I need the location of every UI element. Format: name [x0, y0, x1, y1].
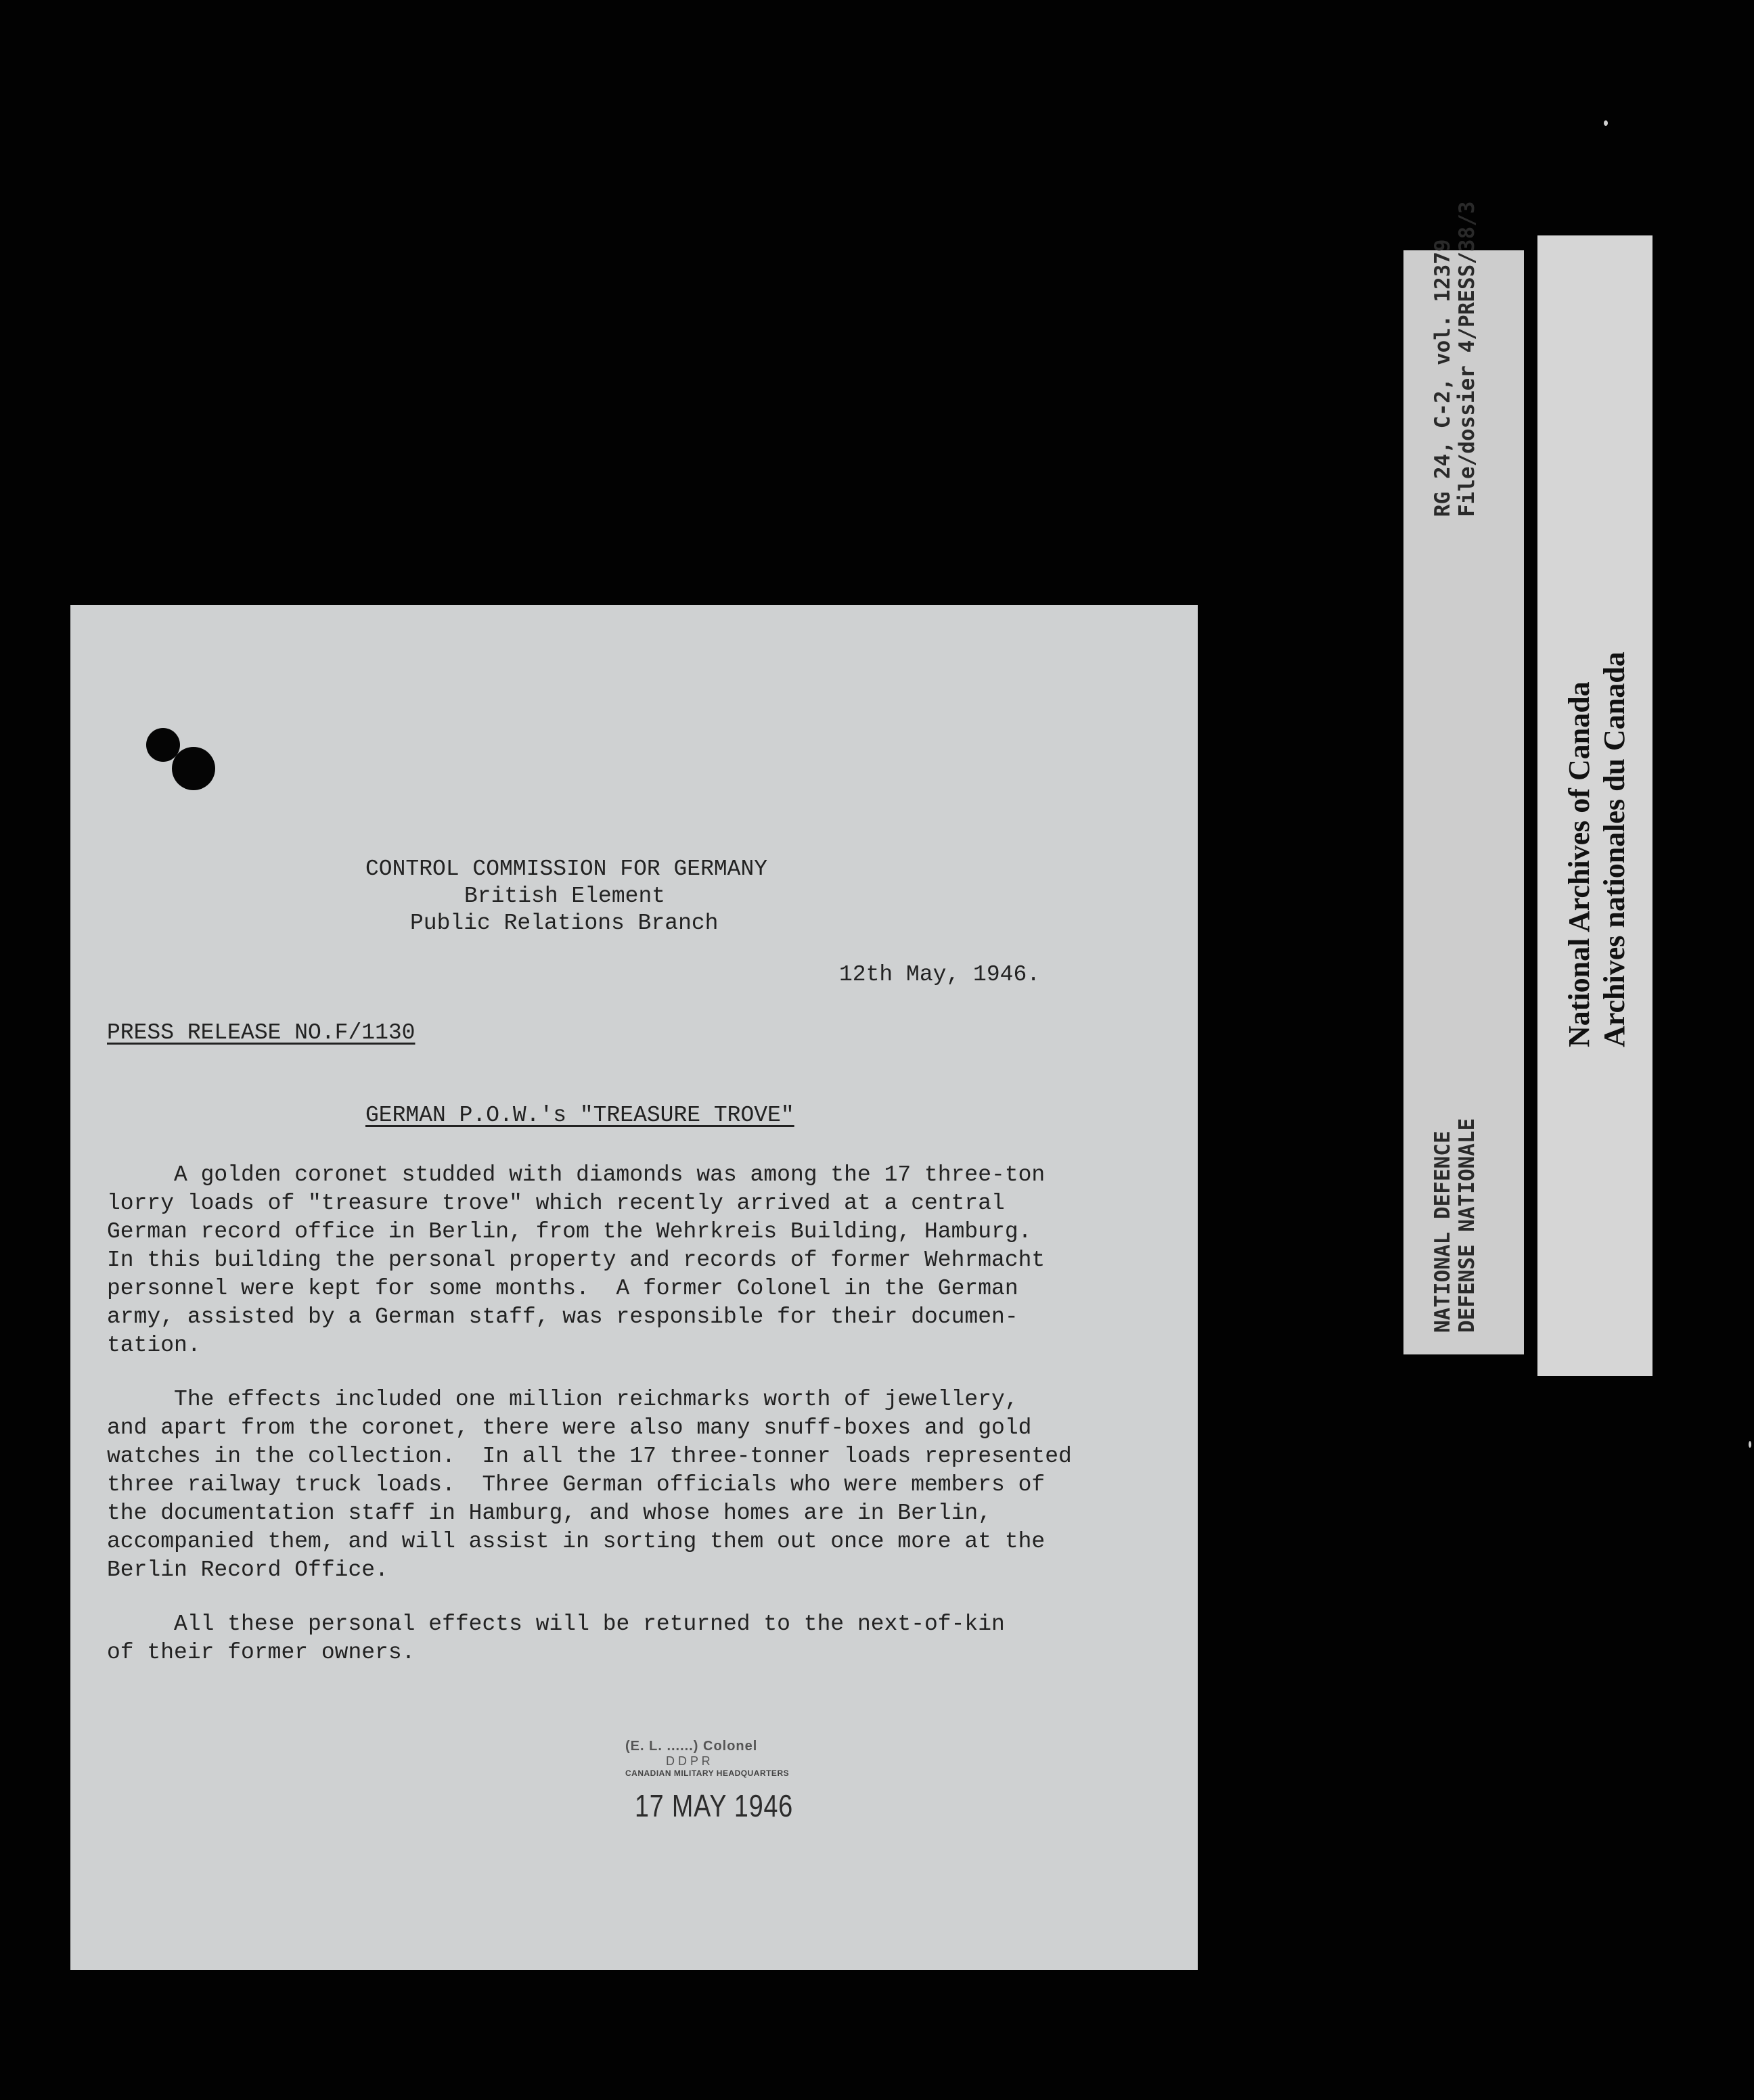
release-date: 12th May, 1946. — [839, 962, 1041, 987]
reference-line-2: File/dossier 4/PRESS/38/3 — [1455, 201, 1479, 517]
paragraph-line: Berlin Record Office. — [107, 1557, 388, 1582]
speck — [1749, 1441, 1751, 1448]
reference-line-1: RG 24, C-2, vol. 12379 — [1431, 239, 1455, 517]
archive-reference-strip — [1403, 201, 1524, 1354]
paragraph-line: three railway truck loads. Three German officials who were members of — [107, 1472, 1045, 1497]
release-title: GERMAN P.O.W.'s "TREASURE TROVE" — [365, 1103, 794, 1128]
archives-name-strip — [1537, 235, 1652, 1376]
paragraph-line: accompanied them, and will assist in sorting them out once more at the — [107, 1529, 1045, 1554]
paragraph-line: The effects included one million reichmarks worth of jewellery, — [107, 1387, 1018, 1412]
paragraph-2 — [107, 1386, 1163, 1584]
paragraph-line: of their former owners. — [107, 1640, 415, 1665]
archive-reference — [1431, 201, 1479, 517]
speck — [1604, 120, 1608, 126]
archives-name-en: National Archives of Canada — [1562, 681, 1596, 1047]
received-stamp — [625, 1739, 849, 1824]
paragraph-1 — [107, 1161, 1163, 1360]
paragraph-line: army, assisted by a German staff, was responsible for their documen- — [107, 1304, 1018, 1329]
paragraph-line: In this building the personal property and records of former Wehrmacht — [107, 1248, 1045, 1273]
stamp-signatory: (E. L. ......) Colonel — [625, 1739, 758, 1754]
stamp-headquarters: CANADIAN MILITARY HEADQUARTERS — [625, 1768, 790, 1778]
org-heading: CONTROL COMMISSION FOR GERMANY — [365, 857, 768, 882]
release-number: PRESS RELEASE NO.F/1130 — [107, 1020, 415, 1045]
archives-name-fr: Archives nationales du Canada — [1598, 652, 1631, 1047]
department-en: NATIONAL DEFENCE — [1431, 1131, 1455, 1333]
paragraph-line: A golden coronet studded with diamonds was among the 17 three-ton — [107, 1162, 1045, 1187]
stamp-date: 17 MAY 1946 — [635, 1788, 794, 1823]
paragraph-line: the documentation staff in Hamburg, and whose homes are in Berlin, — [107, 1501, 992, 1526]
department-fr: DEFENSE NATIONALE — [1455, 1118, 1479, 1333]
branch-heading: Public Relations Branch — [410, 911, 719, 936]
paragraph-line: and apart from the coronet, there were also many snuff-boxes and gold — [107, 1415, 1032, 1440]
paragraph-line: watches in the collection. In all the 17 three-tonner loads represented — [107, 1444, 1072, 1469]
paragraph-line: lorry loads of "treasure trove" which recently arrived at a central — [107, 1191, 1005, 1216]
paragraph-3 — [107, 1610, 1163, 1667]
element-heading: British Element — [464, 884, 666, 909]
stamp-office: D D P R — [666, 1754, 711, 1768]
paragraph-line: German record office in Berlin, from the Wehrkreis Building, Hamburg. — [107, 1219, 1032, 1244]
paragraph-line: personnel were kept for some months. A former Colonel in the German — [107, 1276, 1018, 1301]
press-release-page — [70, 605, 1198, 1970]
department-label — [1431, 1118, 1479, 1333]
paragraph-line: tation. — [107, 1333, 201, 1358]
archives-name — [1562, 652, 1632, 1047]
paragraph-line: All these personal effects will be returned to the next-of-kin — [107, 1612, 1005, 1637]
